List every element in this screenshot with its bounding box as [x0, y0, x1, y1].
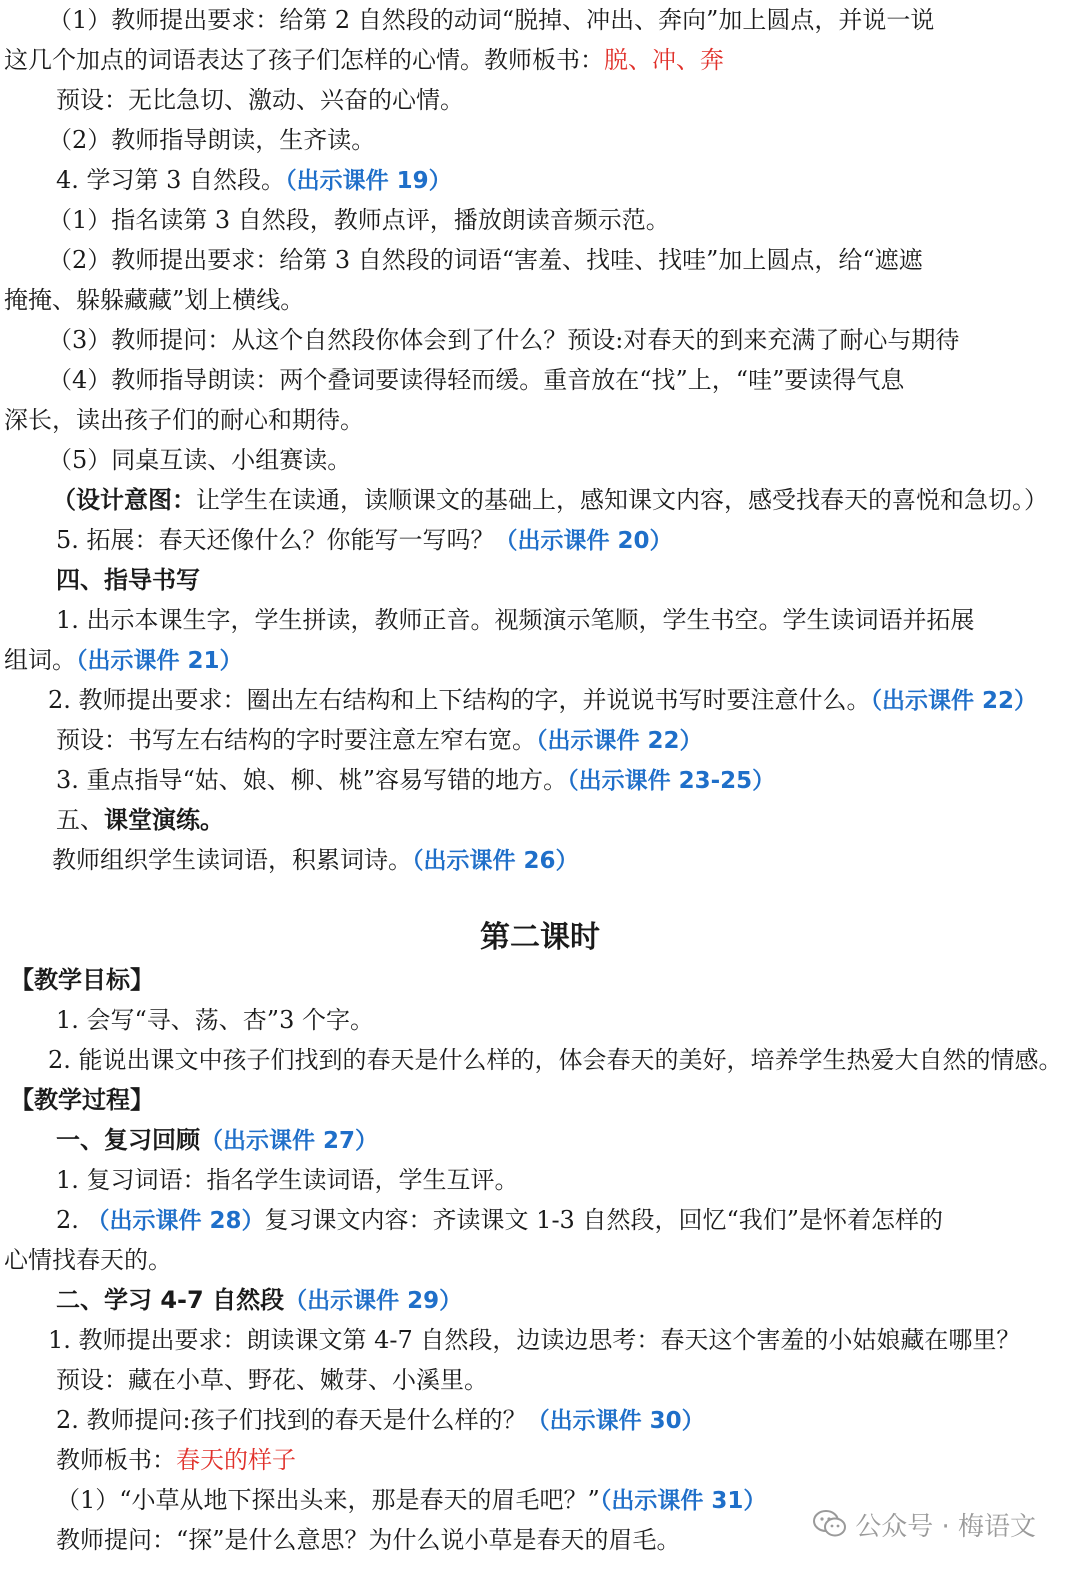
text-line: 深长，读出孩子们的耐心和期待。 — [4, 406, 364, 434]
watermark-text: 公众号 · 梅语文 — [855, 1511, 1036, 1542]
text-line: 5. 拓展：春天还像什么？你能写一写吗？（出示课件 20） — [56, 526, 673, 554]
text-line: 2. 教师提问:孩子们找到的春天是什么样的？（出示课件 30） — [56, 1406, 705, 1434]
text-line: 1. 会写“寻、荡、杏”3 个字。 — [56, 1006, 374, 1034]
section-heading: 五、课堂演练。 — [56, 806, 224, 834]
text-line: 这几个加点的词语表达了孩子们怎样的心情。教师板书：脱、冲、奔 — [4, 46, 724, 74]
text-line: 心情找春天的。 — [4, 1246, 172, 1274]
text-line: 教师提问：“探”是什么意思？为什么说小草是春天的眉毛。 — [56, 1526, 681, 1554]
watermark — [813, 1504, 1036, 1544]
wechat-icon — [813, 1509, 847, 1539]
text-line: 2. （出示课件 28）复习课文内容：齐读课文 1-3 自然段，回忆“我们”是怀着怎样的 — [56, 1206, 943, 1234]
courseware-ref: （出示课件 20） — [494, 528, 673, 554]
bracket-heading: 【教学目标】 — [10, 966, 154, 994]
text-line: 3. 重点指导“姑、娘、柳、桃”容易写错的地方。（出示课件 23-25） — [56, 766, 776, 794]
section-heading: 四、指导书写 — [56, 566, 200, 594]
text-line: （2）教师提出要求：给第 3 自然段的词语“害羞、找哇、找哇”加上圆点，给“遮遮 — [48, 246, 923, 274]
text-line: （1）“小草从地下探出头来，那是春天的眉毛吧？”（出示课件 31） — [56, 1486, 767, 1514]
text-line: （5）同桌互读、小组赛读。 — [48, 446, 352, 474]
courseware-ref: （出示课件 30） — [526, 1408, 705, 1434]
courseware-ref: （出示课件 19） — [285, 168, 452, 194]
courseware-ref: （出示课件 22） — [536, 728, 703, 754]
board-writing: 春天的样子 — [176, 1446, 296, 1474]
text-line: 1. 出示本课生字，学生拼读，教师正音。视频演示笔顺，学生书空。学生读词语并拓展 — [56, 606, 975, 634]
text-line: 预设：藏在小草、野花、嫩芽、小溪里。 — [56, 1366, 488, 1394]
courseware-ref: （出示课件 28） — [86, 1208, 265, 1234]
text-line: 1. 复习词语：指名学生读词语，学生互评。 — [56, 1166, 519, 1194]
courseware-ref: （出示课件 21） — [76, 648, 243, 674]
text-line: 预设：无比急切、激动、兴奋的心情。 — [56, 86, 464, 114]
courseware-ref: （出示课件 31） — [599, 1488, 767, 1514]
courseware-ref: （出示课件 26） — [412, 848, 579, 874]
courseware-ref: （出示课件 23-25） — [567, 768, 776, 794]
text-line: 教师板书：春天的样子 — [56, 1446, 296, 1474]
board-writing: 脱、冲、奔 — [604, 46, 724, 74]
courseware-ref: （出示课件 22） — [870, 688, 1038, 714]
text-line: （1）教师提出要求：给第 2 自然段的动词“脱掉、冲出、奔向”加上圆点，并说一说 — [48, 6, 935, 34]
text-line: （1）指名读第 3 自然段，教师点评，播放朗读音频示范。 — [48, 206, 670, 234]
text-line: 预设：书写左右结构的字时要注意左窄右宽。（出示课件 22） — [56, 726, 703, 754]
lesson-title: 第二课时 — [480, 920, 600, 955]
text-line: 掩掩、躲躲藏藏”划上横线。 — [4, 286, 305, 314]
bracket-heading: 【教学过程】 — [10, 1086, 154, 1114]
text-line: （3）教师提问：从这个自然段你体会到了什么？预设:对春天的到来充满了耐心与期待 — [48, 326, 960, 354]
text-line: 组词。（出示课件 21） — [4, 646, 243, 674]
text-line: （4）教师指导朗读：两个叠词要读得轻而缓。重音放在“找”上，“哇”要读得气息 — [48, 366, 905, 394]
section-heading: 一、复习回顾（出示课件 27） — [56, 1126, 379, 1154]
text-line: （2）教师指导朗读，生齐读。 — [48, 126, 376, 154]
design-intent-line: （设计意图：让学生在读通，读顺课文的基础上，感知课文内容，感受找春天的喜悦和急切。） — [52, 485, 1048, 514]
text-line: 教师组织学生读词语，积累词诗。（出示课件 26） — [52, 846, 579, 874]
text-line: 2. 能说出课文中孩子们找到的春天是什么样的，体会春天的美好，培养学生热爱大自然的情感。 — [48, 1046, 1063, 1074]
text-line: 1. 教师提出要求：朗读课文第 4-7 自然段，边读边思考：春天这个害羞的小姑娘藏在哪里？ — [48, 1326, 1021, 1354]
section-heading: 二、学习 4-7 自然段（出示课件 29） — [56, 1286, 463, 1314]
text-line: 2. 教师提出要求：圈出左右结构和上下结构的字，并说说书写时要注意什么。（出示课件 22） — [48, 686, 1038, 714]
text-line: 4. 学习第 3 自然段。（出示课件 19） — [56, 166, 452, 194]
courseware-ref: （出示课件 27） — [200, 1128, 379, 1154]
courseware-ref: （出示课件 29） — [284, 1288, 463, 1314]
